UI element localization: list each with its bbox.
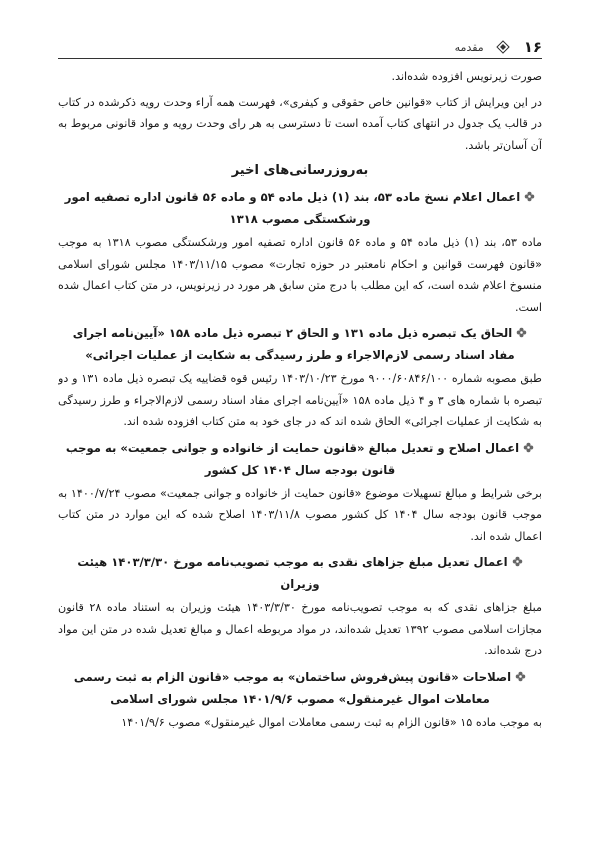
- item-body: برخی شرایط و مبالغ تسهیلات موضوع «قانون حمایت از خانواده و جوانی جمعیت» مصوب ۱۴۰۰/۷/۲۴ به موجب قانون بودجه سال ۱۴۰۴ کل کشور مصوب ۱۴۰۳/۱۱/۸ اصلاح شده که این موارد در متن کتاب اعمال شده اند.: [58, 486, 542, 543]
- item-heading: [58, 437, 542, 481]
- item-heading-text: اعمال اعلام نسخ ماده ۵۳، بند (۱) ذیل ماده ۵۴ و ماده ۵۶ قانون اداره تصفیه امور ورشکستگی مصوب ۱۳۱۸: [64, 190, 521, 226]
- item-heading-text: اعمال تعدیل مبلغ جزاهای نقدی به موجب تصویب‌نامه مورخ ۱۴۰۳/۳/۳۰ هیئت وزیران: [77, 555, 508, 591]
- page-header: [58, 36, 542, 59]
- item-heading-text: اصلاحات «قانون پیش‌فروش ساختمان» به موجب «قانون الزام به ثبت رسمی معاملات اموال غیرمنقول» مصوب ۱۴۰۱/۹/۶ مجلس شورای اسلامی: [73, 669, 512, 706]
- item-heading: [58, 322, 542, 366]
- section-title: به‌روزرسانی‌های اخیر: [231, 163, 369, 178]
- diamond-ornament-icon: [496, 40, 510, 54]
- item-body: ماده ۵۳، بند (۱) ذیل ماده ۵۴ و ماده ۵۶ قانون اداره تصفیه امور ورشکستگی مصوب ۱۳۱۸ به موجب «قانون فهرست قوانین و احکام نامعتبر در حوزه تجارت» مصوب ۱۴۰۳/۱۱/۱۵ مجلس شورای اسلامی منسوخ اعلام شده است، که این مطلب با درج متن سابق هر مورد در زیرنویس، در متن کتاب اعمال شده است.: [58, 236, 542, 314]
- item-heading-text: اعمال اصلاح و تعدیل مبالغ «قانون حمایت از خانواده و جوانی جمعیت» به موجب قانون بودجه سال ۱۴۰۴ کل کشور: [65, 440, 520, 477]
- item-body: مبلغ جزاهای نقدی که به موجب تصویب‌نامه مورخ ۱۴۰۳/۳/۳۰ هیئت وزیران به استناد ماده ۲۸ قانون مجازات اسلامی مصوب ۱۳۹۲ تعدیل شده‌اند، در مواد مربوطه اعمال و مبالغ تعدیل شده در متن این مواد درج شده‌اند.: [58, 601, 542, 657]
- intro-paragraph: در این ویرایش از کتاب «قوانین خاص حقوقی و کیفری»، فهرست همه آراء وحدت رویه ذکرشده در کتاب در قالب یک جدول در انتهای کتاب آمده است تا دسترسی به هر رای وحدت رویه و مواد قانونی مربوط به آن آسان‌تر باشد.: [58, 95, 542, 152]
- flower-bullet-icon: [516, 327, 527, 338]
- item-heading: [58, 551, 542, 595]
- running-head-title: مقدمه: [454, 40, 484, 54]
- page-number: ۱۶: [523, 38, 542, 56]
- flower-bullet-icon: [515, 671, 526, 682]
- intro-paragraph: صورت زیرنویس افزوده شده‌اند.: [391, 70, 542, 83]
- page-body: [58, 66, 542, 831]
- item-body: به موجب ماده ۱۵ «قانون الزام به ثبت رسمی معاملات اموال غیرمنقول» مصوب ۱۴۰۱/۹/۶: [121, 715, 542, 729]
- item-heading-text: الحاق یک تبصره ذیل ماده ۱۳۱ و الحاق ۲ تبصره ذیل ماده ۱۵۸ «آیین‌نامه اجرای مفاد اسناد رسمی لازم‌الاجراء و طرز رسیدگی به شکایت از عملیات اجرائی»: [72, 326, 515, 362]
- item-heading: [58, 666, 542, 710]
- item-heading: [58, 186, 542, 230]
- flower-bullet-icon: [524, 191, 535, 202]
- flower-bullet-icon: [512, 556, 523, 567]
- flower-bullet-icon: [523, 442, 534, 453]
- item-body: طبق مصوبه شماره ۹۰۰۰/۶۰۸۴۶/۱۰۰ مورخ ۱۴۰۳/۱۰/۲۳ رئیس قوه قضاییه یک تبصره ذیل ماده ۱۳۱ و دو تبصره با شماره های ۳ و ۴ ذیل ماده ۱۵۸ «آیین‌نامه اجرای مفاد اسناد رسمی لازم‌الاجراء و طرز رسیدگی به شکایت از عملیات اجرائی» الحاق شده اند که در جای خود به متن کتاب افزوده شده اند.: [58, 372, 542, 428]
